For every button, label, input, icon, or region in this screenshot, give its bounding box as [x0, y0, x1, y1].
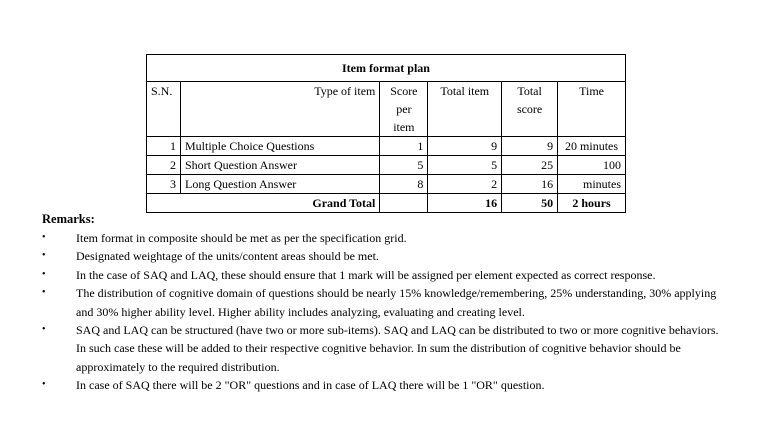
bullet-icon: • — [42, 287, 46, 299]
header-total-score: Total score — [502, 82, 558, 137]
list-item: • Designated weightage of the units/content areas should be met. — [42, 247, 742, 265]
list-item: • The distribution of cognitive domain of questions should be nearly 15% knowledge/remembering, 25% understanding, 30% applying and 30% higher ability level. Higher ability includes analyzing, evaluating and creating level. — [42, 286, 717, 319]
table-row: 2 Short Question Answer 5 5 25 100 — [147, 156, 626, 175]
header-time: Time — [558, 82, 626, 137]
list-item: • In the case of SAQ and LAQ, these should ensure that 1 mark will be assigned per element expected as correct response. — [42, 266, 742, 284]
table-header-row — [147, 82, 626, 137]
list-item: • SAQ and LAQ can be structured (have two or more sub-items). SAQ and LAQ can be distributed to two or more cognitive behaviors. In such case these will be added to their respective cognitive behavior. In sum the distribution of cognitive behavior should be approximately to the required distribution. — [42, 323, 719, 374]
item-format-plan-table — [146, 54, 626, 213]
header-total-item: Total item — [428, 82, 502, 137]
table-row: 1 Multiple Choice Questions 1 9 9 20 minutes — [147, 137, 626, 156]
header-type: Type of item — [180, 82, 379, 137]
header-sn: S.N. — [147, 82, 181, 137]
bullet-icon: • — [42, 324, 46, 336]
table-title: Item format plan — [147, 55, 626, 82]
grand-total-score: 50 — [502, 194, 558, 213]
remarks-title: Remarks: — [42, 212, 95, 226]
remarks-section — [42, 210, 742, 395]
header-score-per-item: Score per item — [380, 82, 428, 137]
grand-total-label: Grand Total — [147, 194, 380, 213]
bullet-icon: • — [42, 250, 46, 262]
bullet-icon: • — [42, 379, 46, 391]
table-row: 3 Long Question Answer 8 2 16 minutes — [147, 175, 626, 194]
grand-total-items: 16 — [428, 194, 502, 213]
list-item: • Item format in composite should be met as per the specification grid. — [42, 229, 742, 247]
remarks-list — [42, 229, 742, 395]
list-item: • In case of SAQ there will be 2 "OR" questions and in case of LAQ there will be 1 "OR" question. — [42, 376, 742, 394]
bullet-icon: • — [42, 268, 46, 280]
bullet-icon: • — [42, 232, 46, 243]
grand-total-time: 2 hours — [558, 194, 626, 213]
